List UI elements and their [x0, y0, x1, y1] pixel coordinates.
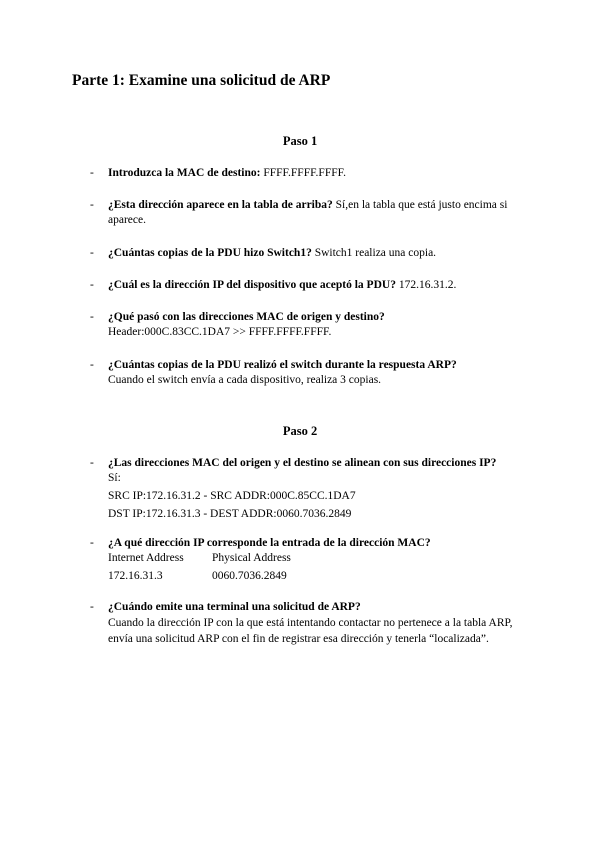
answer-line: DST IP:172.16.31.3 - DEST ADDR:0060.7036.2849 [108, 508, 352, 520]
bullet-dash: - [90, 279, 94, 291]
question-text: ¿Cuántas copias de la PDU hizo Switch1? [108, 247, 312, 259]
arp-table-header [108, 551, 530, 566]
question-text: ¿A qué dirección IP corresponde la entrada de la dirección MAC? [108, 537, 431, 549]
question-text: ¿Las direcciones MAC del origen y el destino se alinean con sus direcciones IP? [108, 457, 497, 469]
list-item [90, 166, 530, 181]
physical-address-header: Physical Address [212, 552, 291, 564]
bullet-dash: - [90, 199, 94, 211]
list-item [90, 198, 530, 228]
list-item [90, 310, 530, 340]
question-text: ¿Esta dirección aparece en la tabla de arriba? [108, 199, 333, 211]
answer-text: Switch1 realiza una copia. [314, 247, 437, 259]
question-text: ¿Cuántas copias de la PDU realizó el switch durante la respuesta ARP? [108, 359, 457, 371]
bullet-dash: - [90, 359, 94, 371]
answer-text: Header:000C.83CC.1DA7 >> FFFF.FFFF.FFFF. [108, 326, 332, 338]
question-text: ¿Cuál es la dirección IP del dispositivo que aceptó la PDU? [108, 279, 396, 291]
bullet-dash: - [90, 537, 94, 549]
question-text: ¿Cuándo emite una terminal una solicitud de ARP? [108, 601, 361, 613]
arp-table-row [108, 569, 530, 584]
bullet-dash: - [90, 457, 94, 469]
question-text: ¿Qué pasó con las direcciones MAC de origen y destino? [108, 311, 385, 323]
list-item [90, 278, 530, 293]
page-title: Parte 1: Examine una solicitud de ARP [72, 72, 331, 89]
bullet-dash: - [90, 601, 94, 613]
internet-address-header: Internet Address [108, 552, 184, 564]
bullet-dash: - [90, 247, 94, 259]
answer-text: Cuando la dirección IP con la que está intentando contactar no pertenece a la tabla ARP, envía una solicitud ARP con el fin de registrar esa dirección y tenerla “localizada”. [108, 617, 513, 645]
answer-text: FFFF.FFFF.FFFF. [263, 167, 346, 179]
answer-line: Sí: [108, 472, 121, 484]
answer-line: SRC IP:172.16.31.2 - SRC ADDR:000C.85CC.1DA7 [108, 490, 356, 502]
internet-address-value: 172.16.31.3 [108, 570, 163, 582]
step2-heading: Paso 2 [282, 424, 318, 438]
answer-text: Cuando el switch envía a cada dispositivo, realiza 3 copias. [108, 374, 382, 386]
answer-text: 172.16.31.2. [398, 279, 457, 291]
step1-heading: Paso 1 [282, 134, 318, 148]
question-text: Introduzca la MAC de destino: [108, 167, 261, 179]
list-item [90, 358, 530, 388]
bullet-dash: - [90, 167, 94, 179]
list-item [90, 600, 530, 647]
answer-text: Sí,en la tabla que está justo encima si aparece. [108, 199, 508, 226]
list-item [90, 456, 530, 522]
physical-address-value: 0060.7036.2849 [212, 570, 287, 582]
bullet-dash: - [90, 311, 94, 323]
list-item [90, 246, 530, 261]
list-item [90, 536, 530, 584]
